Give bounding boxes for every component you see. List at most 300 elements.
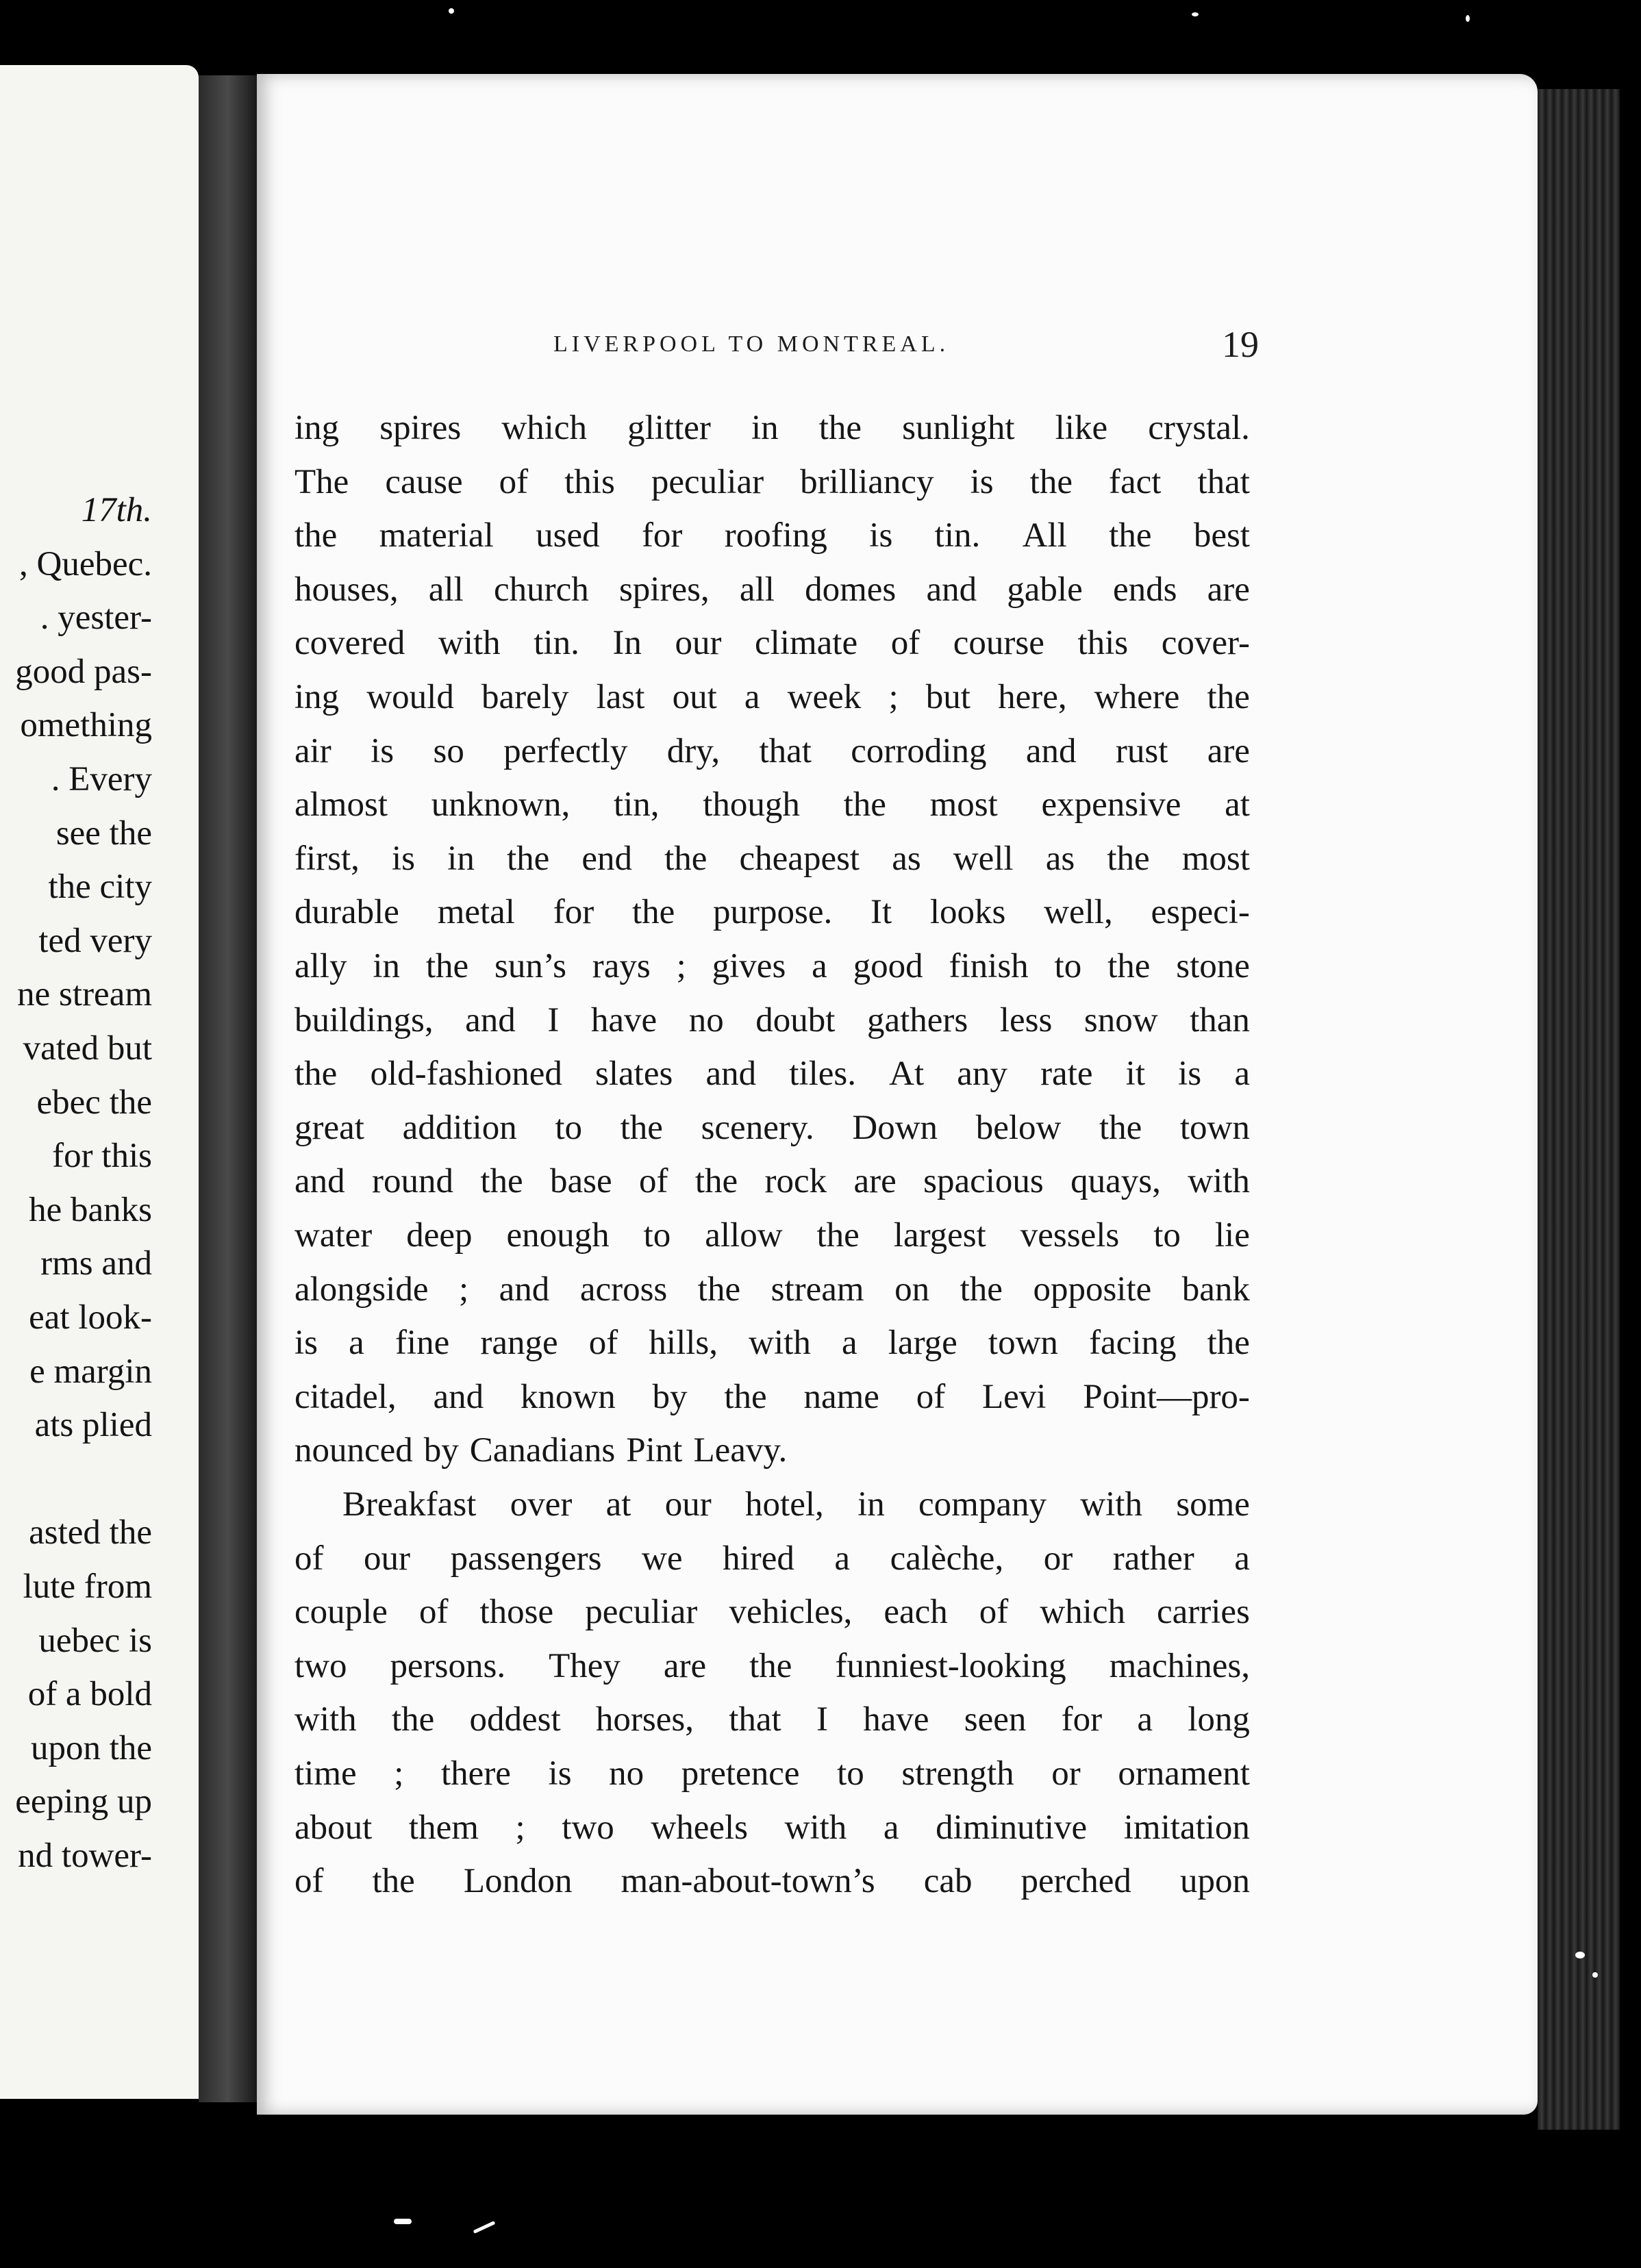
word: calèche, bbox=[890, 1539, 1004, 1578]
word: in bbox=[447, 839, 475, 878]
word: we bbox=[642, 1539, 683, 1578]
text-line bbox=[295, 626, 1250, 661]
text-line bbox=[295, 1702, 1250, 1737]
word: gives bbox=[712, 947, 786, 985]
word: Leavy. bbox=[693, 1431, 788, 1470]
word: is bbox=[548, 1754, 572, 1793]
word: or bbox=[1043, 1539, 1073, 1578]
text-line bbox=[295, 949, 1250, 984]
text-line bbox=[295, 462, 1250, 501]
word: At bbox=[889, 1055, 925, 1094]
word: houses, bbox=[295, 570, 399, 609]
text-line bbox=[295, 1164, 1250, 1199]
word: and bbox=[499, 1270, 550, 1309]
text-line bbox=[295, 1108, 1250, 1147]
text-line bbox=[295, 731, 1250, 770]
word: time bbox=[295, 1754, 357, 1793]
left-text-line: uebec is bbox=[38, 1621, 152, 1660]
word: tin. bbox=[534, 624, 579, 663]
text-line bbox=[295, 1808, 1250, 1847]
word: rate bbox=[1040, 1055, 1093, 1094]
text-line bbox=[295, 1595, 1250, 1630]
word: base bbox=[550, 1162, 612, 1201]
left-text-line: . Every bbox=[51, 760, 152, 798]
word: is bbox=[371, 731, 394, 770]
word: at bbox=[1225, 785, 1250, 824]
left-page bbox=[0, 65, 199, 2099]
text-line bbox=[295, 1057, 1250, 1092]
word: largest bbox=[893, 1216, 986, 1255]
text-line bbox=[295, 1377, 1250, 1416]
word: so bbox=[433, 731, 464, 770]
word: though bbox=[703, 785, 800, 824]
word: a bbox=[841, 1324, 857, 1363]
word: Point—pro- bbox=[1083, 1377, 1250, 1416]
word: quays, bbox=[1070, 1162, 1161, 1201]
word: to bbox=[643, 1216, 671, 1255]
word: of bbox=[295, 1862, 324, 1901]
left-text-line: vated but bbox=[23, 1029, 152, 1068]
word: tin. bbox=[934, 516, 981, 555]
word: the bbox=[506, 839, 550, 878]
text-line bbox=[295, 895, 1250, 930]
left-text-line: lute from bbox=[23, 1567, 152, 1606]
word: are bbox=[1207, 570, 1250, 609]
word: seen bbox=[964, 1700, 1027, 1739]
word: any bbox=[957, 1055, 1007, 1094]
word: ally bbox=[295, 947, 347, 985]
word: them bbox=[408, 1808, 479, 1847]
word: first, bbox=[295, 839, 360, 878]
left-text-line: . yester- bbox=[40, 598, 152, 638]
word: ing bbox=[295, 409, 340, 447]
running-title: LIVERPOOL TO MONTREAL. bbox=[553, 331, 950, 357]
word: It bbox=[870, 893, 892, 932]
word: the bbox=[1029, 462, 1073, 501]
word: hotel, bbox=[745, 1485, 824, 1524]
word: and bbox=[465, 1000, 516, 1040]
word: week bbox=[787, 678, 862, 716]
text-line bbox=[295, 839, 1250, 878]
word: out bbox=[672, 678, 717, 716]
text-line bbox=[295, 1272, 1250, 1307]
word: cab bbox=[923, 1862, 973, 1901]
word: a bbox=[1234, 1539, 1250, 1578]
word: spacious bbox=[923, 1162, 1044, 1201]
word: a bbox=[812, 947, 827, 985]
word: ends bbox=[1112, 570, 1177, 609]
left-text-line: , Quebec. bbox=[19, 544, 152, 583]
word: that bbox=[729, 1700, 781, 1739]
word: cause bbox=[385, 462, 463, 501]
word: our bbox=[664, 1485, 712, 1524]
left-text-line: upon the bbox=[30, 1728, 152, 1767]
word: In bbox=[612, 624, 642, 663]
word: of bbox=[499, 462, 529, 501]
word: in bbox=[751, 409, 779, 447]
word: of bbox=[418, 1593, 449, 1632]
word: the bbox=[480, 1162, 523, 1201]
word: each bbox=[884, 1593, 948, 1632]
word: strength bbox=[901, 1754, 1014, 1793]
word: nounced bbox=[295, 1431, 413, 1470]
word: on bbox=[894, 1270, 930, 1309]
word: water bbox=[295, 1216, 373, 1255]
word: finish bbox=[949, 947, 1029, 985]
word: are bbox=[663, 1646, 707, 1685]
word: the bbox=[1207, 1324, 1250, 1363]
word: ; bbox=[458, 1270, 469, 1309]
text-line bbox=[295, 572, 1250, 607]
word: great bbox=[295, 1108, 364, 1147]
word: imitation bbox=[1123, 1808, 1250, 1847]
word: cheapest bbox=[739, 839, 860, 878]
word: Pint bbox=[626, 1431, 683, 1470]
word: it bbox=[1125, 1055, 1145, 1094]
word: the bbox=[843, 785, 886, 824]
word: the bbox=[631, 893, 675, 932]
word: deep bbox=[406, 1216, 473, 1255]
word: is bbox=[1178, 1055, 1202, 1094]
word: but bbox=[925, 678, 970, 716]
word: peculiar bbox=[585, 1593, 698, 1632]
word: and bbox=[295, 1162, 345, 1201]
word: dry, bbox=[666, 731, 721, 770]
word: or bbox=[1051, 1754, 1081, 1793]
word: to bbox=[555, 1108, 583, 1147]
word: company bbox=[918, 1485, 1047, 1524]
word: upon bbox=[1179, 1862, 1250, 1901]
word: range bbox=[480, 1324, 558, 1363]
word: unknown, bbox=[431, 785, 571, 824]
word: air bbox=[295, 731, 331, 770]
word: to bbox=[837, 1754, 864, 1793]
word: a bbox=[349, 1324, 364, 1363]
word: ing bbox=[295, 678, 340, 716]
word: crystal. bbox=[1148, 409, 1250, 447]
word: buildings, bbox=[295, 1000, 434, 1040]
word: pretence bbox=[681, 1754, 800, 1793]
left-text-line: see the bbox=[55, 814, 152, 853]
word: slates bbox=[595, 1055, 673, 1094]
word: rust bbox=[1115, 731, 1168, 770]
word: ; bbox=[676, 947, 686, 985]
dust-speck bbox=[473, 2221, 496, 2234]
word: here, bbox=[998, 678, 1067, 716]
word: hired bbox=[723, 1539, 794, 1578]
word: the bbox=[818, 409, 862, 447]
word: all bbox=[739, 570, 775, 609]
word: is bbox=[970, 462, 994, 501]
word: the bbox=[960, 1270, 1003, 1309]
word: some bbox=[1176, 1485, 1250, 1524]
word: which bbox=[501, 409, 587, 447]
word: end bbox=[581, 839, 632, 878]
word: for bbox=[1061, 1700, 1103, 1739]
word: looks bbox=[929, 893, 1006, 932]
word: used bbox=[536, 516, 600, 555]
word: passengers bbox=[450, 1539, 602, 1578]
text-line bbox=[295, 1326, 1250, 1361]
word: persons. bbox=[390, 1646, 506, 1685]
word: the bbox=[1109, 516, 1152, 555]
word: long bbox=[1188, 1700, 1250, 1739]
word: rock bbox=[764, 1162, 827, 1201]
left-text-line: asted the bbox=[29, 1513, 152, 1552]
word: that bbox=[1197, 462, 1250, 501]
word: of bbox=[588, 1324, 618, 1363]
word: to bbox=[1054, 947, 1082, 985]
word: of bbox=[890, 624, 920, 663]
word: than bbox=[1190, 1000, 1250, 1040]
word: of bbox=[916, 1377, 946, 1416]
word: enough bbox=[506, 1216, 610, 1255]
word: allow bbox=[705, 1216, 783, 1255]
page-edge bbox=[1538, 89, 1620, 2130]
word: the bbox=[724, 1377, 767, 1416]
word: Canadians bbox=[469, 1431, 616, 1470]
word: as bbox=[892, 839, 921, 878]
dust-speck bbox=[1192, 12, 1199, 16]
word: have bbox=[863, 1700, 929, 1739]
word: climate bbox=[755, 624, 858, 663]
word: the bbox=[425, 947, 469, 985]
word: a bbox=[744, 678, 760, 716]
word: funniest-looking bbox=[835, 1646, 1066, 1685]
word: over bbox=[510, 1485, 573, 1524]
word: peculiar bbox=[651, 462, 764, 501]
word: cover- bbox=[1161, 624, 1250, 663]
text-line bbox=[295, 1218, 1250, 1253]
word: a bbox=[1234, 1055, 1250, 1094]
word: across bbox=[579, 1270, 668, 1309]
word: this bbox=[1077, 624, 1129, 663]
word: no bbox=[688, 1000, 724, 1040]
word: snow bbox=[1083, 1000, 1158, 1040]
word: with bbox=[438, 624, 501, 663]
left-text-line: nd tower- bbox=[18, 1837, 152, 1875]
word: the bbox=[749, 1646, 792, 1685]
left-text-line: ted very bbox=[38, 921, 152, 960]
word: almost bbox=[295, 785, 388, 824]
word: less bbox=[999, 1000, 1053, 1040]
word: diminutive bbox=[936, 1808, 1088, 1847]
word: The bbox=[295, 462, 349, 501]
word: with bbox=[1080, 1485, 1142, 1524]
text-line bbox=[295, 518, 1250, 553]
word: opposite bbox=[1033, 1270, 1152, 1309]
left-text-line: for this bbox=[52, 1137, 152, 1176]
word: with bbox=[1188, 1162, 1250, 1201]
word: of bbox=[639, 1162, 668, 1201]
word: the bbox=[620, 1108, 663, 1147]
text-line bbox=[295, 1487, 1250, 1522]
word: two bbox=[562, 1808, 614, 1847]
word: large bbox=[888, 1324, 957, 1363]
word: expensive bbox=[1041, 785, 1181, 824]
word: vessels bbox=[1020, 1216, 1120, 1255]
word: a bbox=[1137, 1700, 1153, 1739]
word: horses, bbox=[595, 1700, 694, 1739]
word: by bbox=[652, 1377, 688, 1416]
word: ; bbox=[515, 1808, 525, 1847]
word: have bbox=[590, 1000, 657, 1040]
body-text bbox=[295, 411, 1250, 1952]
word: to bbox=[1153, 1216, 1181, 1255]
dust-speck bbox=[394, 2219, 412, 2224]
word: and bbox=[433, 1377, 484, 1416]
word: metal bbox=[437, 893, 515, 932]
word: tiles. bbox=[789, 1055, 857, 1094]
left-text-line: omething bbox=[20, 706, 152, 745]
word: London bbox=[463, 1862, 573, 1901]
word: last bbox=[596, 678, 645, 716]
word: most bbox=[1181, 839, 1250, 878]
word: Down bbox=[852, 1108, 938, 1147]
word: is bbox=[295, 1324, 318, 1363]
left-text-line: ne stream bbox=[17, 975, 152, 1014]
word: and bbox=[926, 570, 977, 609]
word: well bbox=[953, 839, 1014, 878]
word: our bbox=[675, 624, 722, 663]
left-text-line: good pas- bbox=[15, 652, 152, 691]
text-line bbox=[295, 785, 1250, 824]
word: with bbox=[784, 1808, 847, 1847]
word: durable bbox=[295, 893, 399, 932]
left-text-line: the city bbox=[48, 868, 152, 907]
word: machines, bbox=[1109, 1646, 1250, 1685]
word: spires bbox=[379, 409, 462, 447]
word: in bbox=[373, 947, 401, 985]
word: for bbox=[553, 893, 594, 932]
word: our bbox=[364, 1539, 411, 1578]
text-line bbox=[295, 1433, 1250, 1468]
word: especi- bbox=[1151, 893, 1250, 932]
word: which bbox=[1040, 1593, 1125, 1632]
text-line bbox=[295, 411, 1250, 446]
word: carries bbox=[1156, 1593, 1250, 1632]
text-line bbox=[295, 1756, 1250, 1791]
word: of bbox=[979, 1593, 1009, 1632]
word: the bbox=[697, 1270, 741, 1309]
dust-speck bbox=[1466, 15, 1470, 22]
word: perched bbox=[1020, 1862, 1131, 1901]
word: I bbox=[547, 1000, 560, 1040]
word: domes bbox=[805, 570, 897, 609]
word: ; bbox=[394, 1754, 404, 1793]
left-text-line: of a bold bbox=[27, 1675, 152, 1714]
word: the bbox=[694, 1162, 738, 1201]
left-page-text bbox=[0, 65, 152, 2099]
word: scenery. bbox=[701, 1108, 814, 1147]
word: is bbox=[869, 516, 893, 555]
word: stream bbox=[771, 1270, 864, 1309]
word: most bbox=[929, 785, 998, 824]
word: All bbox=[1022, 516, 1067, 555]
word: spires, bbox=[618, 570, 710, 609]
word: corroding bbox=[851, 731, 987, 770]
word: below bbox=[975, 1108, 1062, 1147]
word: lie bbox=[1214, 1216, 1250, 1255]
word: this bbox=[564, 462, 615, 501]
word: all bbox=[428, 570, 464, 609]
word: town bbox=[988, 1324, 1058, 1363]
word: best bbox=[1193, 516, 1250, 555]
word: and bbox=[1025, 731, 1077, 770]
word: course bbox=[953, 624, 1044, 663]
text-line bbox=[295, 680, 1250, 715]
word: oddest bbox=[469, 1700, 561, 1739]
word: with bbox=[749, 1324, 811, 1363]
word: that bbox=[759, 731, 812, 770]
word: in bbox=[857, 1485, 885, 1524]
dust-speck bbox=[1575, 1952, 1585, 1958]
word: couple bbox=[295, 1593, 388, 1632]
word: are bbox=[1207, 731, 1250, 770]
left-text-line: eeping up bbox=[15, 1782, 152, 1822]
word: with bbox=[295, 1700, 357, 1739]
word: the bbox=[1099, 1108, 1142, 1147]
left-text-line: ebec the bbox=[36, 1083, 152, 1122]
word: where bbox=[1094, 678, 1180, 716]
text-line bbox=[295, 1864, 1250, 1899]
word: about bbox=[295, 1808, 373, 1847]
word: ; bbox=[888, 678, 899, 716]
word: church bbox=[493, 570, 589, 609]
text-line bbox=[295, 1646, 1250, 1685]
word: vehicles, bbox=[729, 1593, 853, 1632]
word: perfectly bbox=[503, 731, 628, 770]
word: a bbox=[883, 1808, 899, 1847]
word: the bbox=[816, 1216, 860, 1255]
word: wheels bbox=[651, 1808, 749, 1847]
word: is bbox=[392, 839, 416, 878]
word: They bbox=[549, 1646, 621, 1685]
word: would bbox=[366, 678, 454, 716]
word: rather bbox=[1112, 1539, 1194, 1578]
word: purpose. bbox=[713, 893, 833, 932]
word: name bbox=[803, 1377, 879, 1416]
word: the bbox=[295, 516, 338, 555]
word: are bbox=[853, 1162, 897, 1201]
word: no bbox=[609, 1754, 644, 1793]
word: ornament bbox=[1118, 1754, 1250, 1793]
word: sun’s bbox=[494, 947, 566, 985]
word: stone bbox=[1176, 947, 1250, 985]
left-text-line: rms and bbox=[40, 1244, 152, 1283]
text-line bbox=[295, 1541, 1250, 1576]
word: citadel, bbox=[295, 1377, 397, 1416]
word: and bbox=[705, 1055, 757, 1094]
page-number: 19 bbox=[1222, 324, 1259, 365]
word: at bbox=[605, 1485, 631, 1524]
word: I bbox=[816, 1700, 828, 1739]
word: known bbox=[520, 1377, 616, 1416]
word: hills, bbox=[649, 1324, 718, 1363]
left-text-line: e margin bbox=[29, 1352, 152, 1391]
word: addition bbox=[402, 1108, 517, 1147]
dust-speck bbox=[449, 8, 454, 14]
word: as bbox=[1045, 839, 1075, 878]
word: the bbox=[664, 839, 707, 878]
text-line bbox=[295, 1000, 1250, 1040]
left-text-line: he banks bbox=[29, 1190, 152, 1229]
left-text-line: 17th. bbox=[81, 491, 152, 529]
word: gathers bbox=[866, 1000, 968, 1040]
word: glitter bbox=[627, 409, 711, 447]
word: barely bbox=[481, 678, 569, 716]
word: by bbox=[423, 1431, 459, 1470]
